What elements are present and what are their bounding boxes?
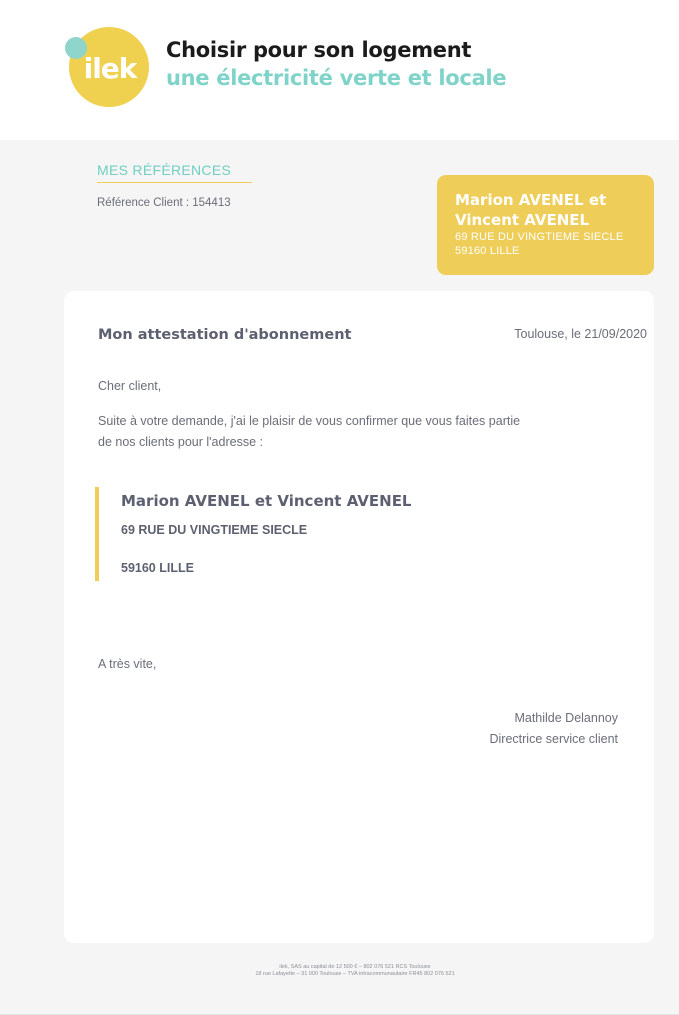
- signature-block: [489, 708, 618, 750]
- intro-line-1: Suite à votre demande, j'ai le plaisir de vous confirmer que vous faites partie: [98, 414, 521, 428]
- logo-wordmark: ilek: [83, 52, 137, 85]
- legal-line-1: ilek, SAS au capital de 12 500 € – 802 076 521 RCS Toulouse: [279, 964, 431, 970]
- address-street: 69 RUE DU VINGTIEME SIECLE: [121, 523, 308, 537]
- legal-line-2: 18 rue Lafayette – 31 000 Toulouse – TVA intracommunautaire FR45 802 076 521: [255, 971, 455, 977]
- tagline-line-2: une électricité verte et locale: [166, 66, 507, 90]
- ilek-logo: [64, 26, 154, 108]
- references-title: MES RÉFÉRENCES: [97, 162, 252, 183]
- signatory-title: Directrice service client: [489, 732, 618, 746]
- address-name: Marion AVENEL et Vincent AVENEL: [121, 492, 412, 510]
- letter-card: [64, 291, 654, 943]
- legal-footer: [0, 964, 679, 978]
- recipient-address-card: [437, 175, 654, 275]
- letter-date: Toulouse, le 21/09/2020: [514, 327, 647, 341]
- letter-intro: [98, 411, 608, 453]
- letter-title: Mon attestation d'abonnement: [98, 327, 352, 343]
- letter-greeting: Cher client,: [98, 379, 162, 393]
- header: [0, 0, 679, 140]
- tagline-line-1: Choisir pour son logement: [166, 38, 472, 62]
- client-reference: Référence Client : 154413: [97, 197, 231, 209]
- recipient-name: Marion AVENEL et Vincent AVENEL: [455, 191, 607, 229]
- signatory-name: Mathilde Delannoy: [514, 711, 618, 725]
- recipient-city: 59160 LILLE: [455, 245, 520, 257]
- intro-line-2: de nos clients pour l'adresse :: [98, 435, 263, 449]
- subscription-address-block: [95, 487, 515, 581]
- address-city: 59160 LILLE: [121, 561, 194, 575]
- letter-closing: A très vite,: [98, 657, 157, 671]
- recipient-street: 69 RUE DU VINGTIEME SIECLE: [455, 231, 624, 243]
